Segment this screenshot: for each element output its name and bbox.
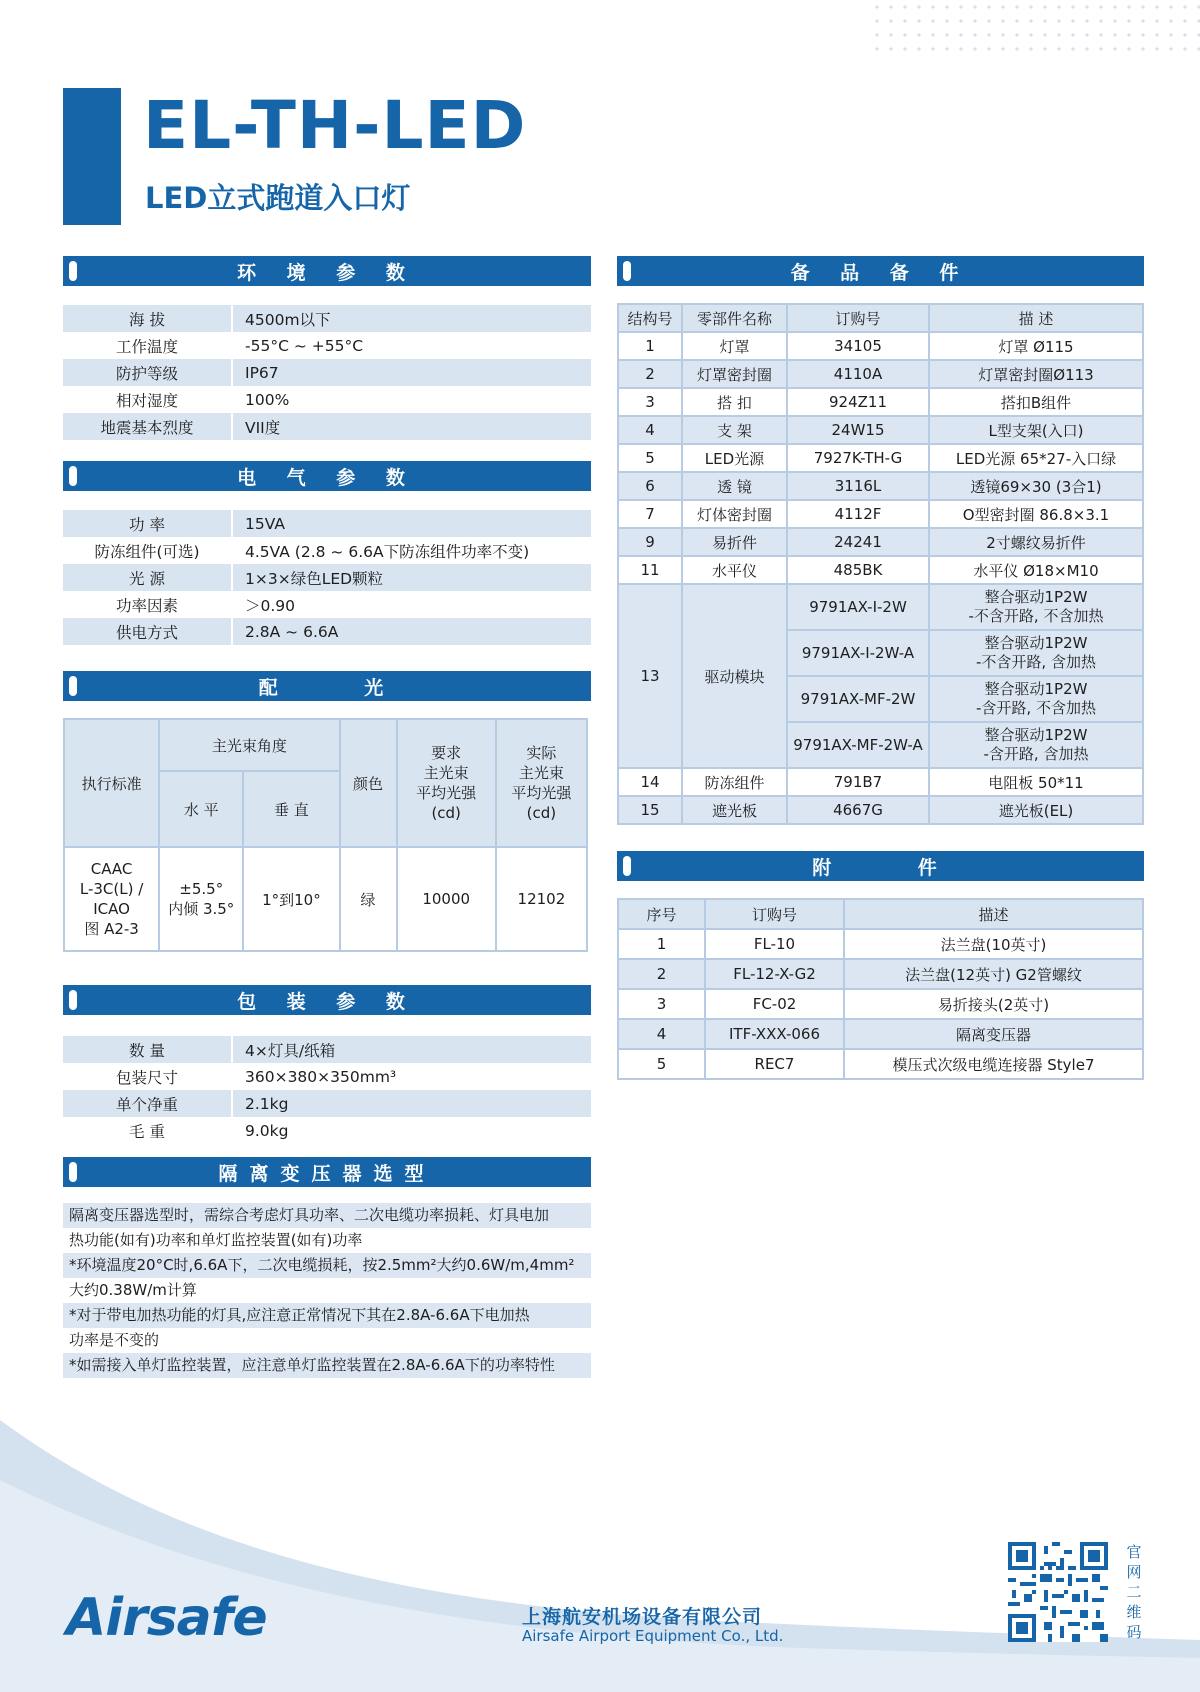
table-row: 9791AX-MF-2W-A 整合驱动1P2W -含开路, 含加热 bbox=[618, 722, 1143, 768]
kv-key: 相对湿度 bbox=[115, 391, 178, 410]
section-pill-icon bbox=[623, 856, 631, 876]
kv-key: 功 率 bbox=[129, 515, 165, 534]
accessories-table bbox=[617, 898, 1144, 1080]
header-description: 描 述 bbox=[929, 304, 1143, 332]
kv-value: 4×灯具/纸箱 bbox=[245, 1041, 336, 1060]
table-row: 9 易折件 24241 2寸螺纹易折件 bbox=[618, 528, 1143, 556]
kv-row bbox=[63, 564, 591, 591]
kv-value: 2.8A ~ 6.6A bbox=[245, 622, 339, 641]
section-header-accessories: 附 件 bbox=[617, 851, 1144, 881]
header-part-name: 零部件名称 bbox=[682, 304, 787, 332]
header-vertical: 垂 直 bbox=[243, 771, 339, 847]
company-name-en: Airsafe Airport Equipment Co., Ltd. bbox=[522, 1627, 784, 1645]
kv-key: 单个净重 bbox=[115, 1095, 178, 1114]
kv-row bbox=[63, 386, 591, 413]
kv-key: 毛 重 bbox=[129, 1122, 165, 1141]
kv-value: 9.0kg bbox=[245, 1121, 289, 1140]
section-header-spare-parts: 备 品 备 件 bbox=[617, 256, 1144, 286]
note-line: 大约0.38W/m计算 bbox=[69, 1281, 197, 1299]
kv-key: 包装尺寸 bbox=[115, 1068, 178, 1087]
kv-value: 4500m以下 bbox=[245, 310, 331, 329]
page-title: EL-TH-LED bbox=[143, 87, 527, 164]
kv-value: 1×3×绿色LED颗粒 bbox=[245, 569, 384, 588]
note-line: 功率是不变的 bbox=[69, 1331, 160, 1349]
kv-value: 360×380×350mm³ bbox=[245, 1067, 397, 1086]
header-standard: 执行标准 bbox=[64, 719, 159, 847]
cell-group-no: 13 bbox=[618, 584, 682, 768]
table-row: 7 灯体密封圈 4112F O型密封圈 86.8×3.1 bbox=[618, 500, 1143, 528]
section-pill-icon bbox=[623, 261, 631, 281]
spare-parts-table bbox=[617, 303, 1144, 825]
section-header-environment: 环 境 参 数 bbox=[63, 256, 591, 286]
kv-key: 海 拔 bbox=[129, 310, 165, 329]
table-row: 15 遮光板 4667G 遮光板(EL) bbox=[618, 796, 1143, 824]
kv-key: 防护等级 bbox=[115, 364, 178, 383]
table-row: 11 水平仪 485BK 水平仪 Ø18×M10 bbox=[618, 556, 1143, 584]
note-line: 热功能(如有)功率和单灯监控装置(如有)功率 bbox=[69, 1231, 363, 1249]
airsafe-logo: Airsafe bbox=[66, 1588, 267, 1648]
kv-key: 防冻组件(可选) bbox=[94, 542, 200, 561]
cell-vertical: 1°到10° bbox=[243, 847, 339, 951]
kv-value: 2.1kg bbox=[245, 1094, 289, 1113]
kv-row bbox=[63, 305, 591, 332]
header-actual-intensity: 实际 主光束 平均光强 (cd) bbox=[496, 719, 587, 847]
kv-row bbox=[63, 1063, 591, 1090]
header-required-intensity: 要求 主光束 平均光强 (cd) bbox=[397, 719, 496, 847]
header-description: 描述 bbox=[844, 899, 1143, 929]
kv-value: -55°C ~ +55°C bbox=[245, 336, 364, 355]
header-color: 颜色 bbox=[340, 719, 397, 847]
kv-row bbox=[63, 413, 591, 440]
decorative-dot-pattern bbox=[870, 0, 1200, 60]
kv-row bbox=[63, 537, 591, 564]
kv-key: 功率因素 bbox=[115, 596, 178, 615]
kv-row bbox=[63, 1117, 591, 1144]
kv-key: 供电方式 bbox=[115, 623, 178, 642]
kv-row bbox=[63, 1036, 591, 1063]
section-header-electrical: 电 气 参 数 bbox=[63, 461, 591, 491]
table-row: 5 LED光源 7927K-TH-G LED光源 65*27-入口绿 bbox=[618, 444, 1143, 472]
kv-value: 4.5VA (2.8 ~ 6.6A下防冻组件功率不变) bbox=[245, 542, 530, 561]
kv-value: 15VA bbox=[245, 514, 285, 533]
table-row: 9791AX-MF-2W 整合驱动1P2W -含开路, 不含加热 bbox=[618, 676, 1143, 722]
cell-standard: CAAC L-3C(L) / ICAO 图 A2-3 bbox=[64, 847, 159, 951]
cell-required: 10000 bbox=[397, 847, 496, 951]
table-row: 9791AX-I-2W-A 整合驱动1P2W -不含开路, 含加热 bbox=[618, 630, 1143, 676]
cell-group-name: 驱动模块 bbox=[682, 584, 787, 768]
table-row: 3 FC-02 易折接头(2英寸) bbox=[618, 989, 1143, 1019]
kv-row bbox=[63, 591, 591, 618]
table-row: 4 支 架 24W15 L型支架(入口) bbox=[618, 416, 1143, 444]
note-line: *如需接入单灯监控装置，应注意单灯监控装置在2.8A-6.6A下的功率特性 bbox=[63, 1353, 591, 1378]
kv-key: 光 源 bbox=[129, 569, 165, 588]
table-row: 2 灯罩密封圈 4110A 灯罩密封圈Ø113 bbox=[618, 360, 1143, 388]
qr-code-label: 官网二维码 bbox=[1126, 1543, 1142, 1641]
header-order-no: 订购号 bbox=[787, 304, 929, 332]
cell-actual: 12102 bbox=[496, 847, 587, 951]
kv-key: 数 量 bbox=[129, 1041, 165, 1060]
kv-value: IP67 bbox=[245, 363, 279, 382]
section-pill-icon bbox=[69, 261, 77, 281]
section-pill-icon bbox=[69, 676, 77, 696]
table-row: 3 搭 扣 924Z11 搭扣B组件 bbox=[618, 388, 1143, 416]
table-row: 2 FL-12-X-G2 法兰盘(12英寸) G2管螺纹 bbox=[618, 959, 1143, 989]
company-name-cn: 上海航安机场设备有限公司 bbox=[522, 1606, 763, 1628]
cell-color: 绿 bbox=[340, 847, 397, 951]
kv-key: 工作温度 bbox=[115, 337, 178, 356]
header-order-no: 订购号 bbox=[705, 899, 844, 929]
header-beam-angle: 主光束角度 bbox=[159, 719, 339, 771]
note-line: *对于带电加热功能的灯具,应注意正常情况下其在2.8A-6.6A下电加热 bbox=[63, 1303, 591, 1328]
note-line: *环境温度20°C时,6.6A下，二次电缆损耗，按2.5mm²大约0.6W/m,4mm² bbox=[63, 1253, 591, 1278]
electrical-table bbox=[63, 510, 591, 645]
section-header-packaging: 包 装 参 数 bbox=[63, 985, 591, 1015]
header-horizontal: 水 平 bbox=[159, 771, 243, 847]
kv-row bbox=[63, 510, 591, 537]
kv-key: 地震基本烈度 bbox=[100, 418, 194, 437]
table-row: 1 FL-10 法兰盘(10英寸) bbox=[618, 929, 1143, 959]
section-header-transformer: 隔离变压器选型 bbox=[63, 1157, 591, 1187]
table-row: 1 灯罩 34105 灯罩 Ø115 bbox=[618, 332, 1143, 360]
table-row: 14 防冻组件 791B7 电阻板 50*11 bbox=[618, 768, 1143, 796]
transformer-notes bbox=[63, 1203, 591, 1378]
header-seq-no: 序号 bbox=[618, 899, 705, 929]
kv-row bbox=[63, 359, 591, 386]
section-pill-icon bbox=[69, 466, 77, 486]
photometry-table bbox=[63, 718, 588, 952]
kv-value: ＞0.90 bbox=[245, 596, 296, 615]
cell-horizontal: ±5.5° 内倾 3.5° bbox=[159, 847, 243, 951]
kv-value: VII度 bbox=[245, 418, 281, 437]
table-row: 4 ITF-XXX-066 隔离变压器 bbox=[618, 1019, 1143, 1049]
qr-code-icon[interactable] bbox=[1008, 1542, 1108, 1642]
packaging-table bbox=[63, 1036, 591, 1144]
section-pill-icon bbox=[69, 990, 77, 1010]
table-row: 13 驱动模块 9791AX-I-2W 整合驱动1P2W -不含开路, 不含加热 bbox=[618, 584, 1143, 630]
kv-row bbox=[63, 618, 591, 645]
section-header-photometry: 配 光 bbox=[63, 671, 591, 701]
note-line: 隔离变压器选型时，需综合考虑灯具功率、二次电缆功率损耗、灯具电加 bbox=[63, 1203, 591, 1228]
header-structure-no: 结构号 bbox=[618, 304, 682, 332]
page-subtitle: LED立式跑道入口灯 bbox=[145, 181, 411, 215]
kv-row bbox=[63, 332, 591, 359]
table-row: 6 透 镜 3116L 透镜69×30 (3合1) bbox=[618, 472, 1143, 500]
kv-value: 100% bbox=[245, 390, 290, 409]
section-pill-icon bbox=[69, 1162, 77, 1182]
table-row: 5 REC7 模压式次级电缆连接器 Style7 bbox=[618, 1049, 1143, 1079]
kv-row bbox=[63, 1090, 591, 1117]
environment-table bbox=[63, 305, 591, 440]
title-accent-bar bbox=[63, 88, 121, 225]
